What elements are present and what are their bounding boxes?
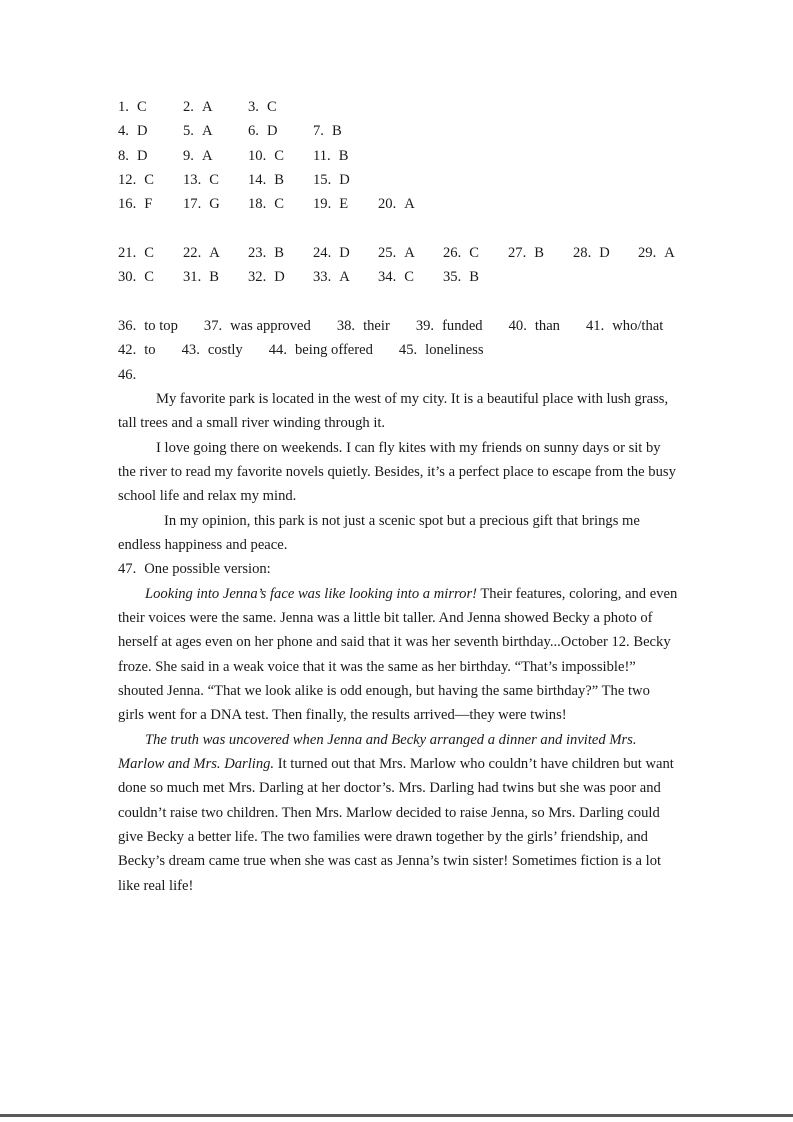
- answer-number: 39.: [415, 317, 435, 334]
- answer-number: 7.: [313, 123, 324, 140]
- answer-number: 11.: [313, 147, 331, 164]
- answer-number: 17.: [183, 196, 202, 213]
- answer-number: 24.: [313, 244, 332, 261]
- answer-item: [118, 144, 174, 168]
- paragraph: [118, 728, 678, 898]
- answer-value: was approved: [230, 317, 311, 334]
- answer-number: 32.: [248, 269, 267, 286]
- answer-item: [183, 192, 239, 216]
- answer-value: F: [144, 196, 153, 213]
- answer-item: [248, 265, 304, 289]
- answer-item: [248, 241, 304, 265]
- paragraph: My favorite park is located in the west of my city. It is a beautiful place with lush grass, tall trees and a small river winding through it.: [118, 390, 669, 432]
- answer-number: 37.: [203, 317, 223, 334]
- answer-value: C: [469, 244, 479, 261]
- answer-number: 23.: [248, 244, 267, 261]
- answer-value: A: [404, 244, 415, 261]
- answer-item: [183, 95, 239, 119]
- answer-row: [118, 314, 678, 338]
- question-47-label: [118, 557, 678, 581]
- answer-item: [118, 314, 178, 338]
- answer-item: [508, 241, 564, 265]
- answer-number: 41.: [585, 317, 605, 334]
- answer-value: D: [266, 123, 278, 140]
- answer-item: [443, 265, 499, 289]
- answer-item: [183, 144, 239, 168]
- answer-value: D: [136, 147, 148, 164]
- answer-value: A: [201, 123, 213, 140]
- answer-item: [443, 241, 499, 265]
- answer-row: [118, 338, 678, 362]
- answer-number: 25.: [378, 244, 397, 261]
- answer-item: [182, 338, 243, 362]
- answer-row: [118, 241, 678, 265]
- answer-number: 31.: [183, 269, 202, 286]
- answer-number: 33.: [313, 269, 332, 286]
- answer-value: funded: [442, 317, 483, 334]
- italic-lead-sentence: The truth was uncovered when Jenna and Becky arranged a dinner and invited Mrs. Marlow and Mrs. Darling.: [118, 731, 637, 772]
- answer-value: D: [339, 171, 350, 188]
- answer-number: 30.: [118, 269, 137, 286]
- answer-number: 9.: [183, 147, 194, 164]
- answer-item: [313, 168, 369, 192]
- answer-number: 3.: [248, 99, 259, 115]
- answer-item: [118, 192, 174, 216]
- answer-row: [118, 119, 678, 143]
- answer-value: G: [209, 196, 220, 213]
- answer-value: their: [363, 317, 390, 334]
- answer-item: [337, 314, 390, 338]
- answer-item: [183, 265, 239, 289]
- answer-item: [118, 119, 174, 143]
- italic-lead-sentence: Looking into Jenna’s face was like looking into a mirror!: [145, 585, 477, 602]
- answer-item: [248, 95, 304, 119]
- answer-key-content: [118, 95, 678, 898]
- answer-value: than: [534, 317, 560, 334]
- answer-item: [183, 119, 239, 143]
- answer-item: [313, 144, 369, 168]
- answer-value: A: [201, 99, 213, 115]
- answer-number: 36.: [118, 317, 137, 334]
- answer-item: [269, 338, 373, 362]
- answer-row: [118, 144, 678, 168]
- answer-value: A: [664, 244, 675, 261]
- answer-number: 6.: [248, 123, 259, 140]
- answer-value: A: [404, 196, 415, 213]
- answer-value: D: [136, 123, 148, 140]
- answer-item: [118, 168, 174, 192]
- answer-row: [118, 192, 678, 216]
- answer-row: [118, 168, 678, 192]
- answer-number: 35.: [443, 269, 462, 286]
- answer-number: 44.: [268, 342, 287, 359]
- answer-group-listening: [118, 95, 678, 217]
- answer-item: [248, 144, 304, 168]
- answer-item: [378, 265, 434, 289]
- answer-value: C: [266, 99, 277, 115]
- answer-number: 2.: [183, 99, 194, 115]
- answer-item: [638, 241, 694, 265]
- answer-value: B: [274, 244, 284, 261]
- answer-number: 1.: [118, 99, 129, 115]
- answer-number: 28.: [573, 244, 592, 261]
- answer-value: C: [144, 171, 154, 188]
- answer-number: 42.: [118, 342, 137, 359]
- answer-value: A: [209, 244, 220, 261]
- answer-value: B: [274, 171, 284, 188]
- answer-value: A: [201, 147, 213, 164]
- answer-number: 15.: [313, 171, 332, 188]
- page-boundary-line: [0, 1114, 793, 1117]
- answer-item: [313, 192, 369, 216]
- answer-number: 26.: [443, 244, 462, 261]
- answer-value: A: [339, 269, 350, 286]
- answer-value: to: [144, 342, 156, 359]
- answer-value: B: [331, 123, 342, 140]
- question-47-section: [118, 557, 678, 898]
- answer-number: 13.: [183, 171, 202, 188]
- answer-item: [313, 265, 369, 289]
- answer-number: 27.: [508, 244, 527, 261]
- answer-number: 10.: [248, 147, 267, 164]
- paragraph: [118, 582, 678, 728]
- question-46-label: [118, 363, 678, 387]
- answer-value: C: [274, 147, 284, 164]
- paragraph: In my opinion, this park is not just a scenic spot but a precious gift that brings me endless happiness and peace.: [118, 512, 640, 553]
- answer-item: [118, 338, 156, 362]
- answer-value: D: [599, 244, 610, 261]
- answer-item: [378, 192, 434, 216]
- question-number: 46.: [118, 366, 137, 383]
- question-47-title: One possible version:: [144, 561, 271, 578]
- blank-line: [118, 217, 678, 241]
- answer-value: D: [274, 269, 285, 286]
- answer-number: 14.: [248, 171, 267, 188]
- paragraph-body: It turned out that Mrs. Marlow who couldn’t have children but want done so much met Mrs. Darling at her doctor’s. Mrs. Darling had twins but she was poor and couldn’t raise two children. Then Mrs. Marlow decided to raise Jenna, so Mrs. Darling could give Becky a better life. The two families were drawn together by the girls’ friendship, and Becky’s dream came true when she was cast as Jenna’s twin sister! Sometimes fiction is a lot like real life!: [118, 755, 674, 894]
- answer-number: 38.: [336, 317, 356, 334]
- blank-line: [118, 290, 678, 314]
- answer-item: [248, 119, 304, 143]
- answer-item: [248, 168, 304, 192]
- answer-item: [118, 241, 174, 265]
- answer-number: 8.: [118, 147, 129, 164]
- answer-item: [509, 314, 560, 338]
- answer-value: D: [339, 244, 350, 261]
- answer-value: C: [274, 196, 284, 213]
- answer-value: B: [338, 147, 349, 164]
- answer-number: 22.: [183, 244, 202, 261]
- answer-value: C: [209, 171, 219, 188]
- paragraph-body: Their features, coloring, and even their voices were the same. Jenna was a little bit taller. And Jenna showed Becky a photo of herself at ages even on her phone and said that it was her seventh birthday...October 12. Becky froze. She said in a weak voice that it was the same as her birthday. “That’s impossible!” shouted Jenna. “That we look alike is odd enough, but having the same birthday?” The two girls went for a DNA test. Then finally, the results arrived—they were twins!: [118, 585, 678, 724]
- answer-item: [378, 241, 434, 265]
- answer-item: [118, 265, 174, 289]
- answer-number: 4.: [118, 123, 129, 140]
- answer-value: to top: [144, 317, 178, 334]
- answer-row: [118, 265, 678, 289]
- answer-value: E: [339, 196, 349, 213]
- answer-value: loneliness: [425, 342, 484, 359]
- answer-row: [118, 95, 678, 119]
- answer-number: 5.: [183, 123, 194, 140]
- answer-group-grammar: [118, 314, 678, 363]
- answer-value: C: [404, 269, 414, 286]
- answer-number: 29.: [638, 244, 657, 261]
- answer-value: B: [209, 269, 219, 286]
- answer-item: [573, 241, 629, 265]
- question-46-section: [118, 363, 678, 558]
- answer-group-reading: [118, 241, 678, 290]
- answer-number: 12.: [118, 171, 137, 188]
- answer-number: 40.: [508, 317, 527, 334]
- answer-value: being offered: [294, 342, 373, 359]
- answer-value: C: [144, 269, 154, 286]
- answer-item: [204, 314, 311, 338]
- question-number: 47.: [118, 561, 137, 578]
- answer-item: [313, 241, 369, 265]
- answer-value: who/that: [612, 317, 664, 334]
- answer-number: 21.: [118, 244, 137, 261]
- answer-item: [416, 314, 483, 338]
- answer-item: [248, 192, 304, 216]
- answer-number: 19.: [313, 196, 332, 213]
- answer-value: B: [534, 244, 544, 261]
- answer-value: costly: [207, 342, 243, 359]
- answer-number: 45.: [398, 342, 418, 359]
- answer-number: 20.: [378, 196, 397, 213]
- answer-item: [313, 119, 369, 143]
- answer-item: [183, 168, 239, 192]
- answer-value: C: [136, 99, 147, 115]
- answer-item: [183, 241, 239, 265]
- answer-value: B: [469, 269, 479, 286]
- answer-number: 16.: [118, 196, 137, 213]
- answer-item: [586, 314, 663, 338]
- answer-number: 34.: [378, 269, 397, 286]
- answer-number: 18.: [248, 196, 267, 213]
- answer-item: [399, 338, 484, 362]
- answer-number: 43.: [181, 342, 200, 359]
- paragraph: I love going there on weekends. I can fly kites with my friends on sunny days or sit by the river to read my favorite novels quietly. Besides, it’s a perfect place to escape from the busy school life and relax my mind.: [118, 439, 676, 505]
- answer-value: C: [144, 244, 154, 261]
- answer-item: [118, 95, 174, 119]
